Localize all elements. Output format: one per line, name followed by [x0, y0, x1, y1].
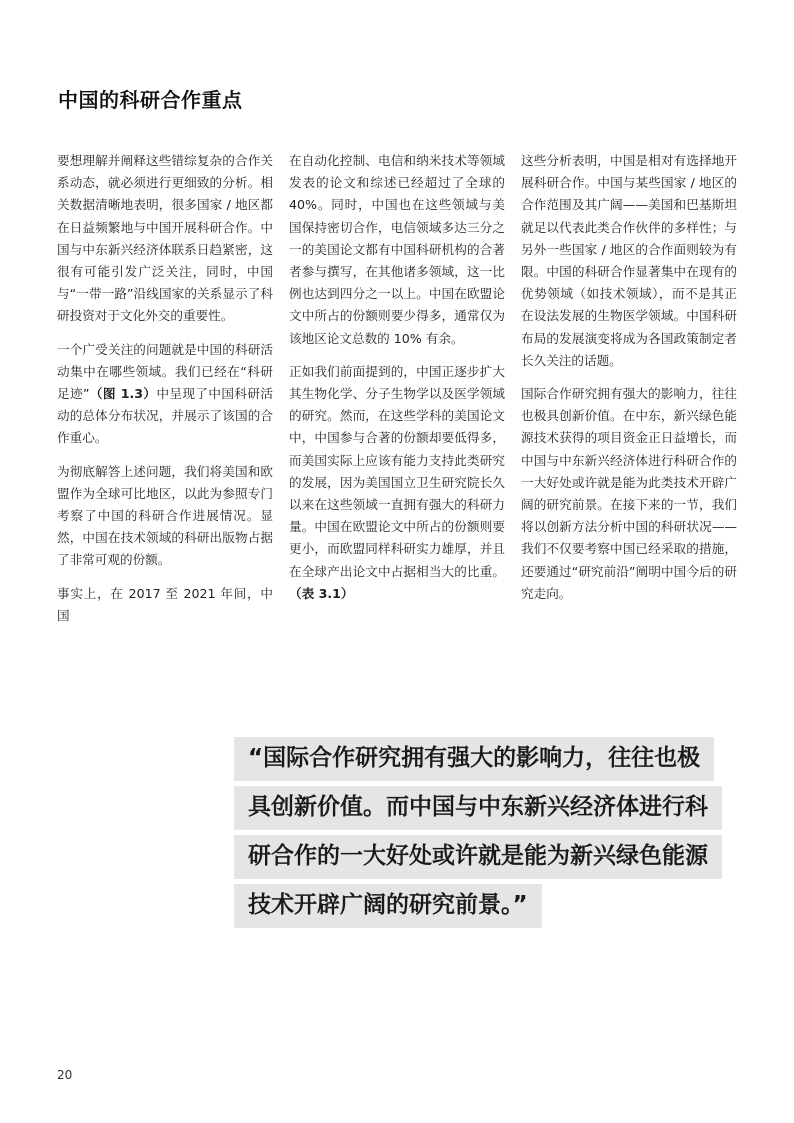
pull-quote-line — [234, 737, 754, 781]
page-number: 20 — [57, 1068, 73, 1082]
table-reference: （表 3.1） — [289, 585, 354, 601]
pull-quote-text: 研合作的一大好处或许就是能为新兴绿色能源 — [234, 835, 722, 879]
paragraph — [289, 361, 505, 605]
paragraph — [57, 339, 273, 450]
section-title: 中国的科研合作重点 — [58, 88, 243, 112]
paragraph: 这些分析表明，中国是相对有选择地开展科研合作。中国与某些国家 / 地区的合作范围及其广阔——美国和巴基斯坦就足以代表此类合作伙伴的多样性；与另外一些国家 / 地区的合作面则较为有限。中国的科研合作显著集中在现有的优势领域（如技术领域），而不是其正在设法发展的生物医学领域。中国科研布局的发展演变将成为各国政策制定者长久关注的话题。 — [521, 153, 737, 368]
figure-reference: （图 1.3） — [89, 386, 157, 402]
pull-quote-line — [234, 884, 754, 928]
pull-quote-line — [234, 786, 754, 830]
text-column-3 — [521, 150, 737, 616]
pull-quote-text: “国际合作研究拥有强大的影响力，往往也极 — [234, 737, 714, 781]
paragraph: 为彻底解答上述问题，我们将美国和欧盟作为全球可比地区，以此为参照专门考察了中国的科研合作进展情况。显然，中国在技术领域的科研出版物占据了非常可观的份额。 — [57, 463, 273, 568]
pull-quote-text: 技术开辟广阔的研究前景。” — [234, 884, 542, 928]
paragraph: 要想理解并阐释这些错综复杂的合作关系动态，就必须进行更细致的分析。相关数据清晰地表明，很多国家 / 地区都在日益频繁地与中国开展科研合作。中国与中东新兴经济体联系日趋紧密，这很有可能引发广泛关注，同时，中国与“一带一路”沿线国家的关系显示了科研投资对于文化外交的重要性。 — [57, 153, 273, 324]
pull-quote — [234, 737, 754, 933]
paragraph: 国际合作研究拥有强大的影响力，往往也极具创新价值。在中东，新兴绿色能源技术获得的项目资金正日益增长，而中国与中东新兴经济体进行科研合作的一大好处或许就是能为此类技术开辟广阔的研究前景。在接下来的一节，我们将以创新方法分析中国的科研状况——我们不仅要考察中国已经采取的措施，还要通过“研究前沿”阐明中国今后的研究走向。 — [521, 386, 737, 601]
text-column-2 — [289, 150, 505, 616]
paragraph-text: 正如我们前面提到的，中国正逐步扩大其生物化学、分子生物学以及医学领域的研究。然而，在这些学科的美国论文中，中国参与合著的份额却要低得多，而美国实际上应该有能力支持此类研究的发展，因为美国国立卫生研究院长久以来在这些领域一直拥有强大的科研力量。中国在欧盟论文中所占的份额则要更小，而欧盟同样科研实力雄厚，并且在全球产出论文中占据相当大的比重。 — [289, 363, 505, 579]
pull-quote-text: 具创新价值。而中国与中东新兴经济体进行科 — [234, 786, 722, 830]
paragraph: 在自动化控制、电信和纳米技术等领域发表的论文和综述已经超过了全球的 40%。同时，中国也在这些领域与美国保持密切合作，电信领域多达三分之一的美国论文都有中国科研机构的合著者参与撰写，在其他诸多领域，这一比例也达到四分之一以上。中国在欧盟论文中所占的份额则要少得多，通常仅为该地区论文总数的 10% 有余。 — [289, 153, 505, 346]
text-column-1 — [57, 150, 273, 638]
paragraph: 事实上，在 2017 至 2021 年间，中国 — [57, 585, 273, 623]
pull-quote-line — [234, 835, 754, 879]
paragraph-text: 一个广受关注的问题就是中国的科研活动集中在哪些领域。我们已经在“科研足迹” — [57, 341, 273, 402]
paragraph-text: 中呈现了中国科研活动的总体分布状况，并展示了该国的合作重心。 — [57, 386, 274, 446]
